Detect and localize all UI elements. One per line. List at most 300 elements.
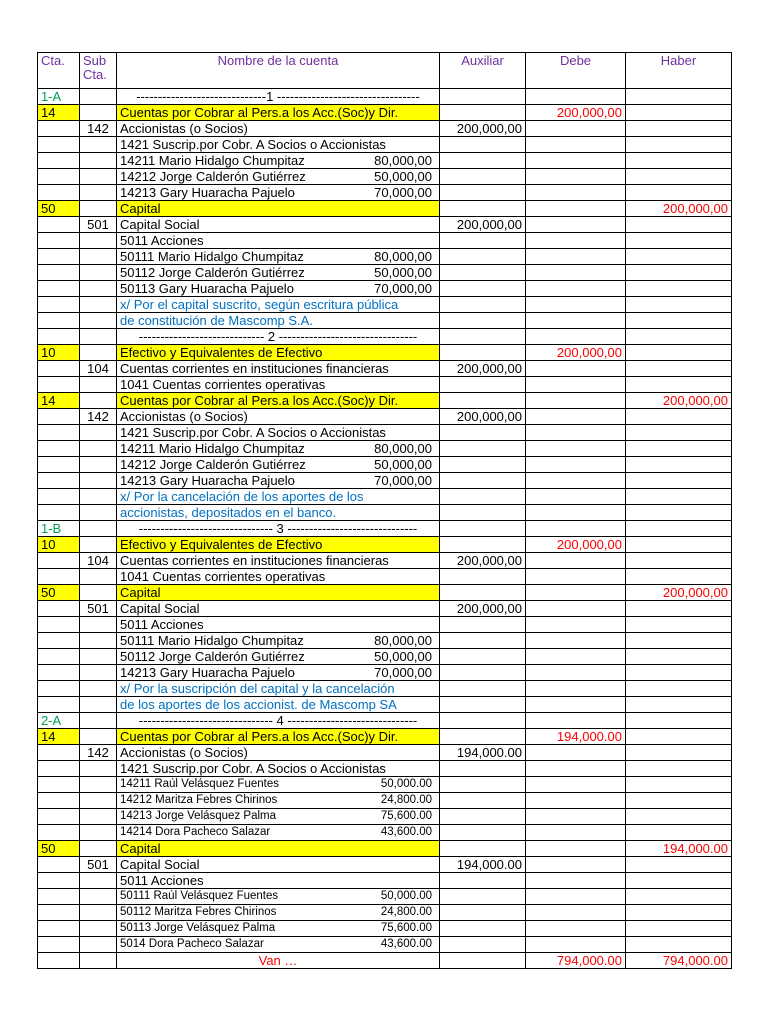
account-code: [38, 633, 80, 649]
account-name: [117, 265, 440, 281]
subaccount-code: [80, 265, 117, 281]
account-code: [38, 457, 80, 473]
account-name-text: Capital: [120, 201, 161, 216]
detail-line: [120, 777, 436, 792]
haber-amount: [626, 105, 732, 121]
footer-cta: [38, 953, 80, 969]
subaccount-code: [80, 329, 117, 345]
account-name-text: 1421 Suscrip.por Cobr. A Socios o Accionistas: [120, 425, 386, 440]
auxiliar-amount: [440, 329, 526, 345]
journal-row: [38, 297, 732, 313]
header-cta: Cta.: [38, 53, 80, 89]
account-name: [117, 809, 440, 825]
auxiliar-amount: [440, 521, 526, 537]
detail-line: [120, 249, 436, 264]
account-name-text: 1421 Suscrip.por Cobr. A Socios o Accionistas: [120, 761, 386, 776]
debe-amount: [526, 473, 626, 489]
account-code: [38, 169, 80, 185]
debe-amount: [526, 825, 626, 841]
detail-label: 14213 Gary Huaracha Pajuelo: [120, 665, 295, 680]
debe-amount: [526, 281, 626, 297]
auxiliar-amount: [440, 489, 526, 505]
account-name: [117, 793, 440, 809]
auxiliar-amount: [440, 537, 526, 553]
debe-amount: 194,000.00: [526, 729, 626, 745]
journal-row: [38, 521, 732, 537]
debe-amount: [526, 265, 626, 281]
auxiliar-amount: [440, 681, 526, 697]
account-name: [117, 601, 440, 617]
subaccount-code: [80, 617, 117, 633]
account-code: [38, 313, 80, 329]
debe-amount: [526, 201, 626, 217]
account-name: [117, 137, 440, 153]
footer-row: [38, 953, 732, 969]
subaccount-code: [80, 473, 117, 489]
account-code: [38, 233, 80, 249]
journal-row: [38, 265, 732, 281]
journal-row: [38, 873, 732, 889]
journal-row: [38, 761, 732, 777]
debe-amount: [526, 681, 626, 697]
subaccount-code: [80, 153, 117, 169]
debe-total: 794,000.00: [526, 953, 626, 969]
account-name-text: 5011 Acciones: [120, 873, 204, 888]
account-name: [117, 649, 440, 665]
haber-amount: [626, 825, 732, 841]
account-name: [117, 841, 440, 857]
account-code: [38, 121, 80, 137]
journal-row: [38, 857, 732, 873]
auxiliar-amount: [440, 905, 526, 921]
account-name: [117, 825, 440, 841]
account-name: [117, 777, 440, 793]
account-code: 14: [38, 729, 80, 745]
auxiliar-amount: [440, 393, 526, 409]
subaccount-code: [80, 297, 117, 313]
account-name: [117, 329, 440, 345]
account-name: [117, 169, 440, 185]
auxiliar-amount: [440, 617, 526, 633]
debe-amount: [526, 697, 626, 713]
debe-amount: [526, 713, 626, 729]
account-code: 50: [38, 585, 80, 601]
subaccount-code: [80, 249, 117, 265]
account-name-text: Accionistas (o Socios): [120, 745, 248, 760]
haber-amount: [626, 281, 732, 297]
account-name: [117, 393, 440, 409]
auxiliar-amount: 200,000,00: [440, 361, 526, 377]
account-name-text: de los aportes de los accionist. de Mascomp SA: [120, 697, 397, 712]
detail-amount: 80,000,00: [374, 633, 432, 648]
detail-amount: 80,000,00: [374, 153, 432, 168]
haber-total: 794,000.00: [626, 953, 732, 969]
detail-line: [120, 825, 436, 840]
subaccount-code: [80, 713, 117, 729]
account-code: 14: [38, 105, 80, 121]
account-code: [38, 649, 80, 665]
journal-row: [38, 569, 732, 585]
debe-amount: [526, 377, 626, 393]
journal-row: [38, 841, 732, 857]
auxiliar-amount: [440, 281, 526, 297]
subaccount-code: [80, 521, 117, 537]
auxiliar-amount: [440, 665, 526, 681]
debe-amount: [526, 249, 626, 265]
auxiliar-amount: [440, 233, 526, 249]
debe-amount: [526, 313, 626, 329]
haber-amount: [626, 345, 732, 361]
journal-row: [38, 601, 732, 617]
detail-label: 50111 Raúl Velásquez Fuentes: [120, 890, 279, 902]
journal-row: [38, 425, 732, 441]
account-name: [117, 873, 440, 889]
journal-row: [38, 441, 732, 457]
debe-amount: [526, 441, 626, 457]
account-name-text: Efectivo y Equivalentes de Efectivo: [120, 345, 323, 360]
journal-body: [38, 89, 732, 953]
account-code: 1-B: [38, 521, 80, 537]
account-code: [38, 793, 80, 809]
haber-amount: [626, 329, 732, 345]
header-debe: Debe: [526, 53, 626, 89]
header-haber: Haber: [626, 53, 732, 89]
debe-amount: [526, 137, 626, 153]
detail-amount: 80,000,00: [374, 441, 432, 456]
detail-amount: 50,000.00: [380, 890, 432, 902]
account-code: [38, 217, 80, 233]
debe-amount: [526, 505, 626, 521]
account-name: [117, 425, 440, 441]
account-code: [38, 889, 80, 905]
auxiliar-amount: [440, 473, 526, 489]
journal-row: [38, 665, 732, 681]
journal-table: [37, 52, 732, 969]
account-name-text: Cuentas corrientes en instituciones financieras: [120, 553, 389, 568]
account-name-text: Capital Social: [120, 601, 200, 616]
haber-amount: [626, 89, 732, 105]
debe-amount: [526, 761, 626, 777]
journal-row: [38, 825, 732, 841]
debe-amount: [526, 633, 626, 649]
debe-amount: [526, 601, 626, 617]
header-subcta: Sub Cta.: [80, 53, 117, 89]
debe-amount: [526, 889, 626, 905]
subaccount-code: [80, 137, 117, 153]
auxiliar-amount: 200,000,00: [440, 217, 526, 233]
header-row: [38, 53, 732, 89]
debe-amount: [526, 393, 626, 409]
account-name: [117, 697, 440, 713]
subaccount-code: [80, 345, 117, 361]
haber-amount: [626, 793, 732, 809]
journal-row: [38, 649, 732, 665]
detail-label: 14212 Maritza Febres Chirinos: [120, 794, 278, 806]
haber-amount: [626, 873, 732, 889]
debe-amount: [526, 569, 626, 585]
account-code: [38, 329, 80, 345]
haber-amount: [626, 713, 732, 729]
account-code: [38, 137, 80, 153]
subaccount-code: [80, 809, 117, 825]
detail-amount: 50,000,00: [374, 169, 432, 184]
subaccount-code: [80, 873, 117, 889]
detail-line: [120, 473, 436, 488]
haber-amount: [626, 121, 732, 137]
account-code: [38, 153, 80, 169]
detail-line: [120, 649, 436, 664]
auxiliar-amount: [440, 345, 526, 361]
subaccount-code: [80, 633, 117, 649]
detail-line: [120, 809, 436, 824]
account-code: [38, 905, 80, 921]
auxiliar-amount: [440, 921, 526, 937]
detail-amount: 70,000,00: [374, 281, 432, 296]
haber-amount: [626, 153, 732, 169]
journal-row: [38, 905, 732, 921]
haber-amount: [626, 937, 732, 953]
auxiliar-amount: 194,000.00: [440, 745, 526, 761]
auxiliar-amount: [440, 569, 526, 585]
detail-label: 50113 Gary Huaracha Pajuelo: [120, 281, 294, 296]
account-code: [38, 185, 80, 201]
auxiliar-amount: [440, 649, 526, 665]
subaccount-code: [80, 761, 117, 777]
account-code: 10: [38, 345, 80, 361]
debe-amount: [526, 89, 626, 105]
auxiliar-amount: [440, 729, 526, 745]
auxiliar-amount: [440, 457, 526, 473]
account-name-text: Cuentas por Cobrar al Pers.a los Acc.(Soc)y Dir.: [120, 729, 399, 744]
journal-row: [38, 585, 732, 601]
auxiliar-amount: [440, 425, 526, 441]
account-name: [117, 921, 440, 937]
auxiliar-amount: [440, 633, 526, 649]
detail-line: [120, 185, 436, 200]
journal-row: [38, 617, 732, 633]
account-name-text: x/ Por el capital suscrito, según escritura pública: [120, 297, 399, 312]
account-code: [38, 553, 80, 569]
account-code: [38, 265, 80, 281]
journal-row: [38, 809, 732, 825]
haber-amount: [626, 377, 732, 393]
subaccount-code: [80, 729, 117, 745]
auxiliar-amount: 200,000,00: [440, 409, 526, 425]
journal-row: [38, 729, 732, 745]
account-name-text: Cuentas por Cobrar al Pers.a los Acc.(Soc)y Dir.: [120, 105, 399, 120]
account-code: [38, 777, 80, 793]
account-code: [38, 249, 80, 265]
journal-row: [38, 393, 732, 409]
subaccount-code: [80, 777, 117, 793]
haber-amount: 200,000,00: [626, 201, 732, 217]
debe-amount: 200,000,00: [526, 537, 626, 553]
detail-label: 50112 Jorge Calderón Gutiérrez: [120, 649, 305, 664]
debe-amount: 200,000,00: [526, 345, 626, 361]
subaccount-code: 104: [80, 361, 117, 377]
subaccount-code: [80, 313, 117, 329]
journal-row: [38, 201, 732, 217]
auxiliar-amount: [440, 313, 526, 329]
account-name: [117, 201, 440, 217]
subaccount-code: [80, 681, 117, 697]
journal-row: [38, 409, 732, 425]
account-code: [38, 857, 80, 873]
detail-amount: 24,800.00: [380, 794, 432, 806]
auxiliar-amount: [440, 377, 526, 393]
haber-amount: [626, 665, 732, 681]
auxiliar-amount: [440, 153, 526, 169]
auxiliar-amount: [440, 889, 526, 905]
auxiliar-amount: 200,000,00: [440, 553, 526, 569]
detail-label: 14211 Raúl Velásquez Fuentes: [120, 778, 279, 790]
account-name: [117, 105, 440, 121]
debe-amount: [526, 425, 626, 441]
journal-row: [38, 697, 732, 713]
journal-row: [38, 473, 732, 489]
journal-row: [38, 281, 732, 297]
haber-amount: [626, 649, 732, 665]
haber-amount: [626, 617, 732, 633]
subaccount-code: [80, 457, 117, 473]
subaccount-code: [80, 537, 117, 553]
debe-amount: [526, 521, 626, 537]
header-nombre: Nombre de la cuenta: [117, 53, 440, 89]
subaccount-code: [80, 649, 117, 665]
journal-row: [38, 537, 732, 553]
haber-amount: 200,000,00: [626, 585, 732, 601]
account-code: [38, 617, 80, 633]
detail-label: 50111 Mario Hidalgo Chumpitaz: [120, 249, 304, 264]
account-code: [38, 681, 80, 697]
detail-line: [120, 281, 436, 296]
account-name-text: Capital: [120, 585, 161, 600]
account-name-text: x/ Por la cancelación de los aportes de los: [120, 489, 364, 504]
journal-row: [38, 313, 732, 329]
subaccount-code: [80, 89, 117, 105]
account-code: [38, 809, 80, 825]
debe-amount: [526, 857, 626, 873]
account-name-text: 1041 Cuentas corrientes operativas: [120, 377, 326, 392]
journal-row: [38, 633, 732, 649]
detail-line: [120, 633, 436, 648]
account-name: [117, 889, 440, 905]
journal-row: [38, 233, 732, 249]
auxiliar-amount: [440, 105, 526, 121]
account-name-text: ------------------------------- 4 ------------------------------: [138, 713, 418, 728]
journal-row: [38, 89, 732, 105]
journal-row: [38, 345, 732, 361]
account-name: [117, 857, 440, 873]
account-name-text: accionistas, depositados en el banco.: [120, 505, 337, 520]
footer-sub: [80, 953, 117, 969]
subaccount-code: [80, 937, 117, 953]
debe-amount: [526, 217, 626, 233]
account-code: [38, 937, 80, 953]
subaccount-code: [80, 233, 117, 249]
debe-amount: [526, 649, 626, 665]
auxiliar-amount: [440, 841, 526, 857]
account-name: [117, 761, 440, 777]
footer-label: Van …: [117, 953, 440, 969]
haber-amount: [626, 921, 732, 937]
debe-amount: [526, 457, 626, 473]
debe-amount: [526, 585, 626, 601]
subaccount-code: [80, 393, 117, 409]
detail-amount: 70,000,00: [374, 665, 432, 680]
account-name-text: 1421 Suscrip.por Cobr. A Socios o Accionistas: [120, 137, 386, 152]
account-name: [117, 713, 440, 729]
account-name: [117, 457, 440, 473]
detail-line: [120, 169, 436, 184]
journal-row: [38, 361, 732, 377]
auxiliar-amount: 200,000,00: [440, 601, 526, 617]
haber-amount: [626, 537, 732, 553]
journal-row: [38, 169, 732, 185]
detail-amount: 50,000.00: [380, 778, 432, 790]
subaccount-code: [80, 921, 117, 937]
account-code: [38, 281, 80, 297]
auxiliar-amount: [440, 185, 526, 201]
haber-amount: [626, 489, 732, 505]
account-name: [117, 249, 440, 265]
account-name: [117, 89, 440, 105]
detail-amount: 24,800.00: [380, 906, 432, 918]
account-name: [117, 553, 440, 569]
detail-line: [120, 665, 436, 680]
auxiliar-amount: [440, 713, 526, 729]
subaccount-code: [80, 505, 117, 521]
haber-amount: [626, 729, 732, 745]
detail-amount: 80,000,00: [374, 249, 432, 264]
subaccount-code: [80, 793, 117, 809]
detail-line: [120, 153, 436, 168]
subaccount-code: [80, 905, 117, 921]
detail-amount: 50,000,00: [374, 649, 432, 664]
detail-label: 5014 Dora Pacheco Salazar: [120, 938, 264, 950]
debe-amount: [526, 297, 626, 313]
haber-amount: [626, 889, 732, 905]
haber-amount: [626, 905, 732, 921]
subaccount-code: 104: [80, 553, 117, 569]
subaccount-code: [80, 825, 117, 841]
account-code: 50: [38, 841, 80, 857]
account-name: [117, 409, 440, 425]
account-name-text: Cuentas corrientes en instituciones financieras: [120, 361, 389, 376]
journal-row: [38, 505, 732, 521]
journal-row: [38, 105, 732, 121]
subaccount-code: [80, 281, 117, 297]
account-code: [38, 377, 80, 393]
account-name-text: Cuentas por Cobrar al Pers.a los Acc.(Soc)y Dir.: [120, 393, 399, 408]
auxiliar-amount: [440, 777, 526, 793]
account-code: [38, 665, 80, 681]
debe-amount: [526, 489, 626, 505]
account-code: 2-A: [38, 713, 80, 729]
haber-amount: [626, 265, 732, 281]
haber-amount: [626, 297, 732, 313]
auxiliar-amount: [440, 505, 526, 521]
account-name: [117, 569, 440, 585]
debe-amount: 200,000,00: [526, 105, 626, 121]
account-name: [117, 937, 440, 953]
account-code: 14: [38, 393, 80, 409]
auxiliar-amount: [440, 697, 526, 713]
detail-line: [120, 265, 436, 280]
account-name: [117, 345, 440, 361]
subaccount-code: [80, 697, 117, 713]
haber-amount: [626, 521, 732, 537]
